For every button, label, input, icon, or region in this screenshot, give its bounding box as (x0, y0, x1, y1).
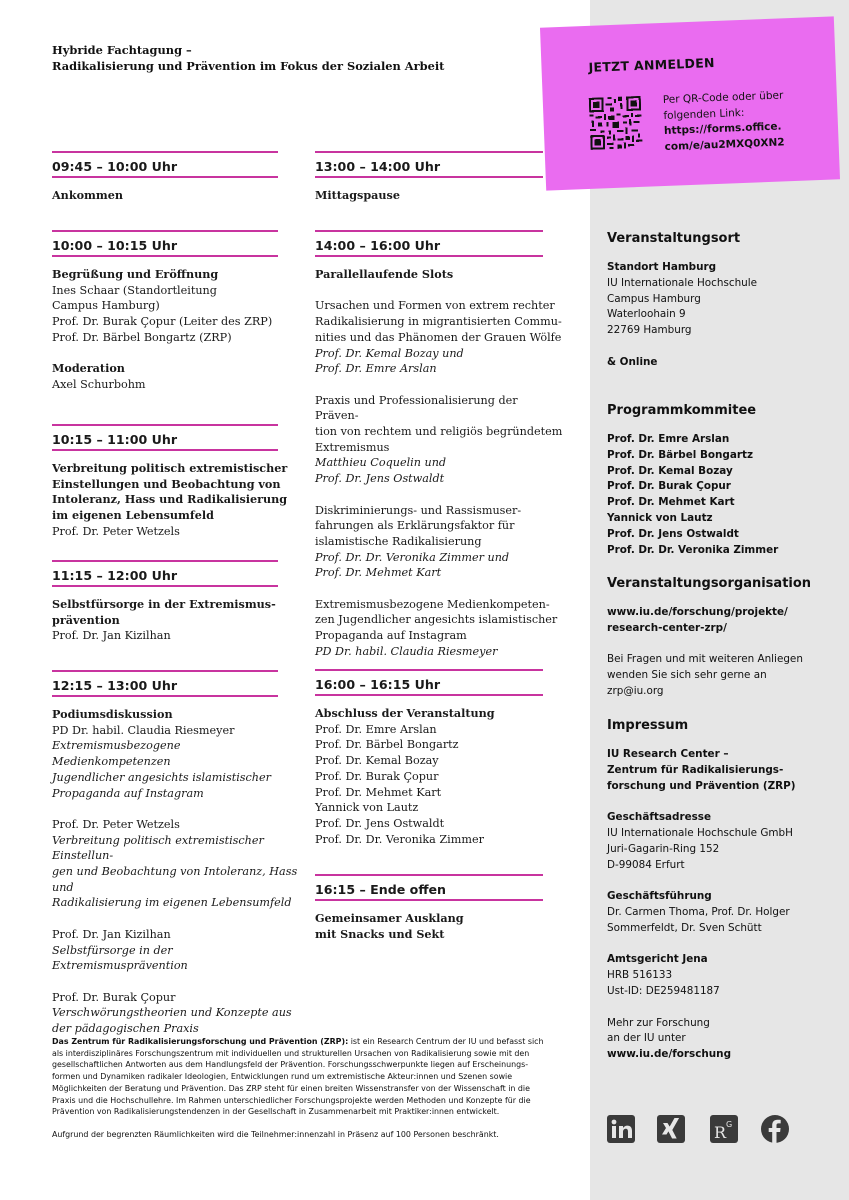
spacer (52, 801, 298, 817)
venue-section (607, 231, 757, 371)
slot-heading: Mittagspause (315, 188, 400, 202)
footer-line: ist ein Research Centrum der IU und befasst sich (348, 1037, 544, 1046)
researchgate-icon[interactable] (708, 1113, 740, 1145)
slot-divider (315, 255, 543, 257)
slot-heading: Abschluss der Veranstaltung (315, 706, 495, 720)
slot-divider (52, 176, 278, 178)
slot-heading: Selbstfürsorge in der Extremismus- (52, 597, 276, 611)
social-links (605, 1113, 795, 1147)
talk-title: Prof. Dr. Kemal Bozay und (315, 346, 464, 360)
info-line: HRB 516133 (607, 969, 673, 982)
info-line: IU Internationale Hochschule (607, 276, 758, 289)
speaker-line: Prof. Dr. Jan Kizilhan (52, 629, 171, 643)
spacer (607, 937, 796, 953)
slot-divider (315, 874, 543, 876)
slot-divider (52, 695, 278, 697)
slot-content (315, 188, 563, 204)
slot-heading: Verbreitung politisch extremistischer (52, 461, 288, 475)
spacer (607, 794, 796, 810)
talk-title: Prof. Dr. Jens Ostwaldt (315, 472, 445, 486)
talk-title: Propaganda auf Instagram (52, 786, 204, 800)
talk-title: PD Dr. habil. Claudia Riesmeyer (315, 644, 498, 658)
qr-code-icon[interactable] (589, 96, 643, 150)
info-line: Geschäftsführung (607, 890, 712, 903)
info-line: Waterloohain 9 (607, 308, 686, 321)
speaker-line: Radikalisierung in migrantisierten Commu- (315, 315, 562, 329)
registration-box (540, 16, 840, 190)
info-line: Amtsgericht Jena (607, 953, 708, 966)
organisation-section (607, 576, 811, 700)
slot-time: 11:15 – 12:00 Uhr (52, 568, 178, 583)
slot-divider (52, 670, 278, 672)
section-heading: Programmkommitee (607, 403, 757, 418)
slot-content (315, 267, 563, 660)
spacer (607, 339, 757, 355)
speaker-line: Propaganda auf Instagram (315, 629, 467, 643)
spacer (52, 974, 298, 990)
spacer (607, 637, 811, 653)
slot-divider (315, 176, 543, 178)
info-line: Prof. Dr. Burak Çopur (607, 480, 731, 493)
info-line: Prof. Dr. Kemal Bozay (607, 464, 733, 477)
slot-divider (52, 424, 278, 426)
event-title-line: Hybride Fachtagung – (52, 43, 192, 57)
speaker-line: Prof. Dr. Peter Wetzels (52, 524, 180, 538)
info-line: wenden Sie sich sehr gerne an (607, 669, 767, 682)
slot-time: 10:15 – 11:00 Uhr (52, 432, 178, 447)
slot-time: 16:15 – Ende offen (315, 882, 447, 897)
slot-content (52, 267, 298, 393)
talk-title: Jugendlicher angesichts islamistischer (52, 770, 271, 784)
speaker-line: Extremismus (315, 440, 390, 454)
info-link[interactable]: www.iu.de/forschung/projekte/ (607, 606, 788, 618)
slot-content (52, 188, 298, 204)
speaker-line: Ines Schaar (Standortleitung (52, 283, 217, 297)
slot-content (315, 911, 563, 942)
slot-heading: Podiumsdiskussion (52, 707, 173, 721)
info-line: Juri-Gagarin-Ring 152 (607, 842, 720, 855)
info-line: forschung und Prävention (ZRP) (607, 779, 796, 792)
slot-heading: Ankommen (52, 188, 123, 202)
speaker-line: Prof. Dr. Bärbel Bongartz (ZRP) (52, 330, 232, 344)
footer-line: Praxis und die Hochschullehre. Im Rahmen unterschiedlicher Forschungsprojekte werden Methoden und Konzepte für die (52, 1095, 531, 1105)
slot-heading: Intoleranz, Hass und Radikalisierung (52, 492, 288, 507)
footer-line: Prävention von Radikalisierungstendenzen in der Gesellschaft in Zusammenarbeit mit Praktiker:innen entwickelt. (52, 1107, 500, 1117)
talk-title: Selbstfürsorge in der Extremismusprävention (52, 943, 188, 973)
talk-title: Prof. Dr. Mehmet Kart (315, 566, 442, 580)
talk-title: Extremismusbezogene Medienkompetenzen (52, 739, 181, 769)
slot-content (52, 461, 298, 540)
info-line: Standort Hamburg (607, 261, 717, 273)
linkedin-icon[interactable] (605, 1113, 637, 1145)
speaker-line: Prof. Dr. Jens Ostwaldt (315, 816, 445, 830)
spacer (315, 487, 563, 503)
registration-title: JETZT ANMELDEN (588, 55, 716, 75)
speaker-line: Ursachen und Formen von extrem rechter (315, 299, 555, 313)
event-title-line: Radikalisierung und Prävention im Fokus der Sozialen Arbeit (52, 59, 445, 73)
speaker-line: Axel Schurbohm (52, 377, 146, 391)
speaker-line: Prof. Dr. Mehmet Kart (315, 785, 442, 799)
slot-heading: Gemeinsamer Ausklang (315, 911, 464, 925)
footer-line: formen und Dynamiken radikaler Ideologien, Entwicklungen rund um extremistische Akteur:innen und Szenen sowie (52, 1072, 513, 1082)
talk-title: Verbreitung politisch extremistischer Einstellun- (52, 833, 264, 863)
spacer (607, 873, 796, 889)
footer-line: als interdisziplinäres Forschungszentrum mit individuellen und strukturellen Ursachen von Radikalisierung sowie mit den (52, 1048, 530, 1058)
slot-divider (52, 585, 278, 587)
info-line: Prof. Dr. Jens Ostwaldt (607, 527, 739, 540)
slot-content (52, 597, 298, 644)
speaker-line: Prof. Dr. Bärbel Bongartz (315, 738, 459, 752)
footer-text (52, 1036, 548, 1141)
info-line: Bei Fragen und mit weiteren Anliegen (607, 653, 803, 666)
registration-text (663, 87, 835, 155)
info-line: Yannick von Lautz (607, 511, 713, 524)
talk-title: gen und Beobachtung von Intoleranz, Hass und (52, 865, 298, 894)
slot-divider (315, 694, 543, 696)
talk-title: der pädagogischen Praxis (52, 1022, 199, 1036)
slot-heading: Einstellungen und Beobachtung von (52, 476, 281, 491)
slot-time: 10:00 – 10:15 Uhr (52, 238, 178, 253)
slot-heading: Parallellaufende Slots (315, 267, 454, 281)
impressum-section (607, 718, 796, 1063)
slot-divider (52, 255, 278, 257)
spacer (52, 346, 298, 362)
facebook-icon[interactable] (759, 1113, 791, 1145)
info-line: IU Internationale Hochschule GmbH (607, 826, 793, 839)
slot-heading: prävention (52, 612, 120, 627)
info-line: 22769 Hamburg (607, 324, 692, 337)
speaker-line: Yannick von Lautz (315, 801, 419, 815)
speaker-line: Diskriminierungs- und Rassismuser- (315, 503, 522, 517)
speaker-line: zen Jugendlicher angesichts islamistischer (315, 613, 558, 627)
event-title (52, 42, 444, 74)
talk-title: Verschwörungstheorien und Konzepte aus (52, 1006, 292, 1020)
slot-divider (315, 669, 543, 671)
slot-divider (52, 230, 278, 232)
info-line: Zentrum für Radikalisierungs- (607, 763, 784, 776)
info-link[interactable]: research-center-zrp/ (607, 621, 727, 634)
info-line: Ust-ID: DE259481187 (607, 984, 720, 997)
slot-divider (52, 560, 278, 562)
talk-title: Prof. Dr. Emre Arslan (315, 362, 437, 376)
slot-time: 16:00 – 16:15 Uhr (315, 677, 441, 692)
speaker-line: Prof. Dr. Jan Kizilhan (52, 927, 171, 941)
speaker-line: Prof. Dr. Burak Çopur (315, 769, 439, 783)
speaker-line: Prof. Dr. Peter Wetzels (52, 817, 180, 831)
footer-lead: Das Zentrum für Radikalisierungsforschung und Prävention (ZRP): (52, 1037, 349, 1046)
speaker-line: PD Dr. habil. Claudia Riesmeyer (52, 723, 235, 737)
slot-time: 09:45 – 10:00 Uhr (52, 159, 178, 174)
spacer (52, 911, 298, 927)
registration-link[interactable]: https://forms.office. (663, 120, 782, 138)
speaker-line: Campus Hamburg) (52, 299, 160, 313)
section-heading: Veranstaltungsorganisation (607, 576, 812, 591)
footer-line: Möglichkeiten der Beratung und Prävention. Das ZRP steht für einen breiten Wissenstransfer von der Wissenschaft in die (52, 1083, 530, 1093)
info-line: Prof. Dr. Dr. Veronika Zimmer (607, 543, 779, 556)
speaker-line: Prof. Dr. Kemal Bozay (315, 754, 439, 768)
slot-time: 14:00 – 16:00 Uhr (315, 238, 441, 253)
svg-text:G: G (726, 1120, 733, 1129)
info-line: Prof. Dr. Bärbel Bongartz (607, 448, 753, 461)
slot-content (315, 706, 563, 847)
info-line: D-99084 Erfurt (607, 858, 685, 871)
info-line: & Online (607, 355, 658, 368)
info-line: Sommerfeldt, Dr. Sven Schütt (607, 921, 762, 934)
speaker-line: Praxis und Professionalisierung der Präven- (315, 393, 518, 423)
speaker-line: tion von rechtem und religiös begründetem (315, 425, 563, 438)
info-line: IU Research Center – (607, 748, 729, 760)
slot-content (52, 707, 298, 1037)
slot-heading: Begrüßung und Eröffnung (52, 267, 219, 281)
info-line: Mehr zur Forschung (607, 1016, 710, 1029)
info-line: Dr. Carmen Thoma, Prof. Dr. Holger (607, 905, 790, 918)
speaker-line: Prof. Dr. Dr. Veronika Zimmer (315, 832, 484, 846)
speaker-line: Prof. Dr. Burak Çopur (Leiter des ZRP) (52, 315, 273, 329)
registration-link[interactable]: com/e/au2MXQ0XN2 (664, 135, 785, 153)
talk-title: Radikalisierung im eigenen Lebensumfeld (52, 896, 292, 910)
svg-text:R: R (714, 1123, 727, 1142)
info-link[interactable]: www.iu.de/forschung (607, 1048, 732, 1061)
slot-heading: Moderation (52, 361, 125, 376)
spacer (607, 1000, 796, 1016)
info-line: Prof. Dr. Emre Arslan (607, 433, 730, 445)
section-heading: Veranstaltungsort (607, 231, 741, 246)
registration-text-line: Per QR-Code oder über (662, 89, 784, 107)
talk-title: Matthieu Coquelin und (315, 456, 447, 470)
slot-divider (315, 230, 543, 232)
footer-line: gesellschaftlichen Antworten aus dem Handlungsfeld der Prävention. Forschungsschwerpunkte liegen auf Erscheinungs- (52, 1060, 529, 1070)
slot-time: 12:15 – 13:00 Uhr (52, 678, 178, 693)
registration-text-line: folgenden Link: (663, 106, 745, 122)
info-line: an der IU unter (607, 1032, 686, 1045)
info-link[interactable]: zrp@iu.org (607, 684, 664, 697)
slot-divider (52, 449, 278, 451)
speaker-line: fahrungen als Erklärungsfaktor für (315, 519, 515, 533)
slot-time: 13:00 – 14:00 Uhr (315, 159, 441, 174)
section-heading: Impressum (607, 718, 689, 733)
spacer (315, 581, 563, 597)
slot-divider (52, 151, 278, 153)
footer-note: Aufgrund der begrenzten Räumlichkeiten wird die Teilnehmer:innenzahl in Präsenz auf 100 Personen beschränkt. (52, 1129, 499, 1139)
slot-divider (315, 151, 543, 153)
spacer (315, 283, 563, 299)
speaker-line: islamistische Radikalisierung (315, 534, 482, 548)
info-line: Geschäftsadresse (607, 811, 712, 824)
spacer (315, 377, 563, 393)
speaker-line: Prof. Dr. Emre Arslan (315, 722, 437, 736)
speaker-line: Prof. Dr. Burak Çopur (52, 990, 176, 1004)
slot-heading: im eigenen Lebensumfeld (52, 508, 214, 523)
xing-icon[interactable] (655, 1113, 687, 1145)
speaker-line: nities und das Phänomen der Grauen Wölfe (315, 330, 562, 344)
slot-divider (315, 899, 543, 901)
talk-title: Prof. Dr. Dr. Veronika Zimmer und (315, 550, 510, 564)
info-line: Prof. Dr. Mehmet Kart (607, 496, 735, 509)
slot-heading: mit Snacks und Sekt (315, 926, 445, 941)
committee-section (607, 403, 778, 558)
info-line: Campus Hamburg (607, 292, 701, 305)
speaker-line: Extremismusbezogene Medienkompeten- (315, 597, 550, 611)
